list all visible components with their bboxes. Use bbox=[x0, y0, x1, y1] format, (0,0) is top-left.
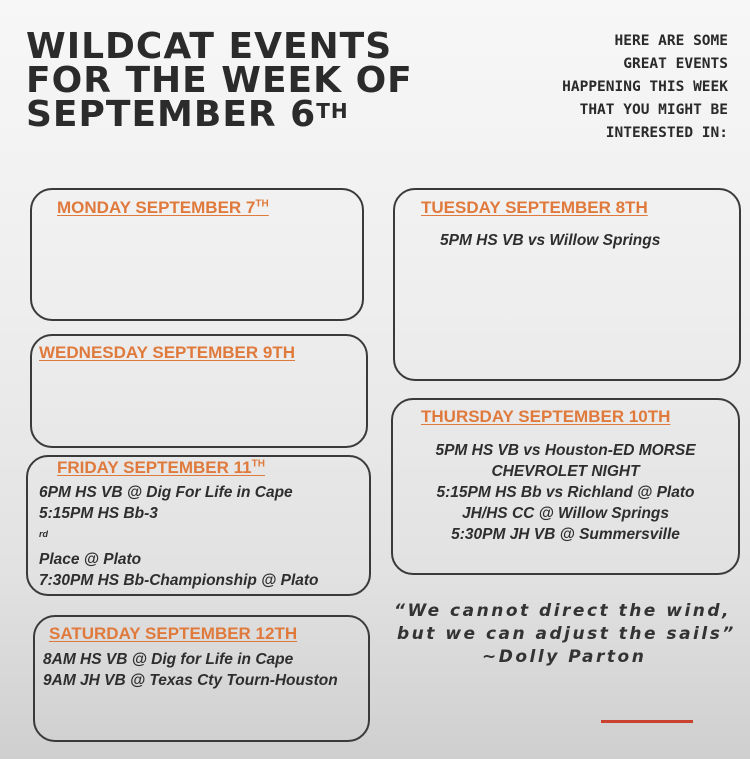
saturday-heading: SATURDAY SEPTEMBER 12TH bbox=[49, 624, 298, 643]
title-date-suffix: TH bbox=[316, 99, 349, 123]
event-item: JH/HS CC @ Willow Springs bbox=[461, 505, 670, 522]
tuesday-heading: TUESDAY SEPTEMBER 8TH bbox=[421, 198, 648, 217]
quote bbox=[394, 600, 746, 669]
quote-attribution: ~Dolly Parton bbox=[482, 647, 647, 667]
quote-line: “We cannot direct the wind, bbox=[394, 601, 732, 621]
accent-divider bbox=[601, 720, 693, 723]
event-text: Place @ Plato bbox=[39, 551, 142, 569]
intro-line: HERE ARE SOME bbox=[614, 33, 728, 49]
title-line-1: WILDCAT EVENTS bbox=[26, 26, 393, 67]
event-text: 5:15PM HS Bb-3 bbox=[39, 505, 158, 522]
intro-line: GREAT EVENTS bbox=[623, 56, 728, 72]
thursday-heading: THURSDAY SEPTEMBER 10TH bbox=[421, 407, 671, 426]
event-item: 8AM HS VB @ Dig for Life in Cape bbox=[43, 651, 294, 668]
friday-day-label: FRIDAY SEPTEMBER 11 bbox=[57, 458, 252, 477]
event-item: 6PM HS VB @ Dig For Life in Cape bbox=[39, 484, 293, 501]
event-item: 5:30PM JH VB @ Summersville bbox=[451, 526, 680, 543]
thursday-events bbox=[393, 440, 738, 545]
friday-heading bbox=[57, 458, 265, 478]
event-item: 5:15PM HS Bb vs Richland @ Plato bbox=[436, 484, 695, 501]
monday-day-suffix: TH bbox=[255, 198, 269, 210]
intro-line: HAPPENING THIS WEEK bbox=[562, 79, 728, 95]
title-date: SEPTEMBER 6 bbox=[26, 94, 317, 135]
tuesday-events bbox=[440, 230, 660, 251]
intro-line: THAT YOU MIGHT BE bbox=[579, 102, 728, 118]
page-title bbox=[26, 26, 413, 135]
intro-line: INTERESTED IN: bbox=[605, 125, 728, 141]
quote-line: but we can adjust the sails” bbox=[397, 624, 736, 644]
title-line-3 bbox=[26, 94, 413, 135]
event-ordinal: rd bbox=[39, 529, 48, 539]
wednesday-heading: WEDNESDAY SEPTEMBER 9TH bbox=[39, 343, 295, 362]
event-item: 7:30PM HS Bb-Championship @ Plato bbox=[39, 572, 319, 590]
event-item: 5PM HS VB vs Willow Springs bbox=[440, 232, 661, 249]
title-line-2: FOR THE WEEK OF bbox=[26, 60, 413, 101]
monday-day-label: MONDAY SEPTEMBER 7 bbox=[57, 198, 256, 217]
saturday-events bbox=[43, 649, 338, 691]
event-item: 5PM HS VB vs Houston-ED MORSE bbox=[435, 442, 696, 459]
event-item bbox=[39, 503, 319, 570]
monday-heading bbox=[57, 198, 269, 218]
friday-day-suffix: TH bbox=[251, 458, 265, 470]
event-item: CHEVROLET NIGHT bbox=[491, 463, 640, 480]
intro-text bbox=[528, 30, 728, 145]
event-item: 9AM JH VB @ Texas Cty Tourn-Houston bbox=[43, 672, 338, 689]
friday-events bbox=[39, 482, 319, 591]
